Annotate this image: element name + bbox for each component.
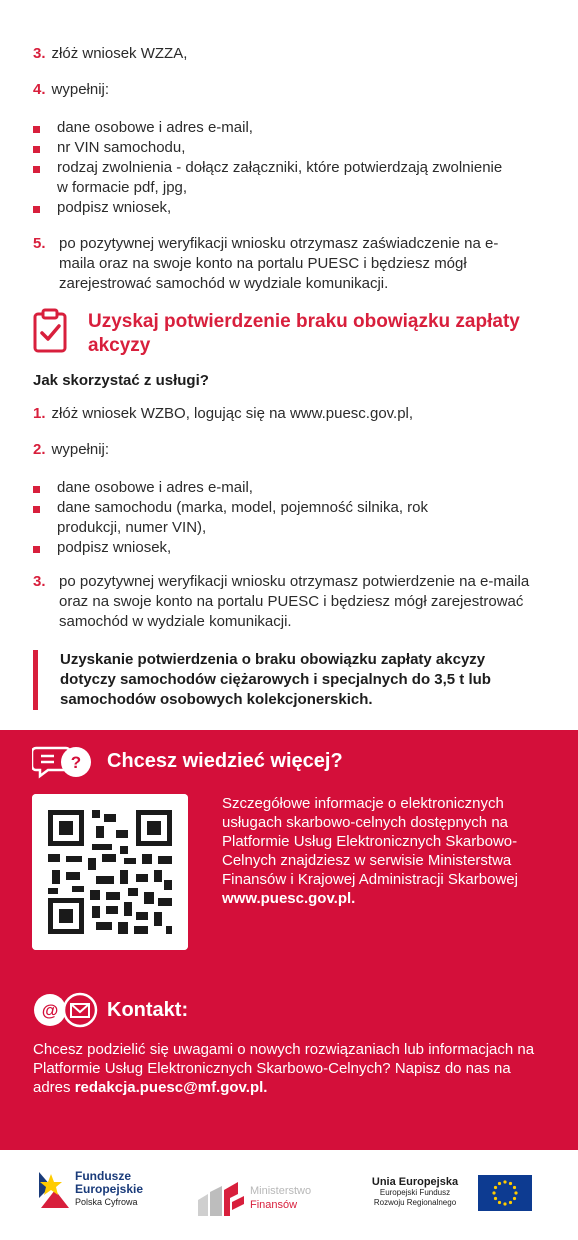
- list-item: dane samochodu (marka, model, pojemność silnika, rok produkcji, numer VIN),: [33, 498, 493, 538]
- step-number: 3.: [33, 45, 46, 62]
- more-info-text: Szczegółowe informacje o elektronicznych usługach skarbowo-celnych dostępnych na Platformie Usług Elektronicznych Skarbowo-Celnych znajdziesz w serwisie Ministerstwa Finansów i Krajowej Administracji Skarbowej: [222, 795, 518, 888]
- puesc-link[interactable]: www.puesc.gov.pl.: [222, 890, 356, 907]
- list-item: dane osobowe i adres e-mail,: [33, 478, 493, 498]
- step-1-wzbo: [33, 404, 413, 424]
- mf-line2: Finansów: [250, 1199, 298, 1211]
- contact-title: Kontakt:: [107, 999, 189, 1021]
- step-text: wypełnij:: [51, 441, 110, 458]
- step-text: po pozytywnej weryfikacji wniosku otrzymasz potwierdzenie na e-maila oraz na swoje konto na portalu PUESC i będziesz mógł zarejestrować samochód w wydziale komunikacji.: [59, 573, 530, 630]
- step-text: wypełnij:: [51, 81, 110, 98]
- step-text: złóż wniosek WZBO, logując się na www.puesc.gov.pl,: [51, 405, 414, 422]
- fundusze-europejskie-logo: [35, 1168, 185, 1218]
- mf-line1: Ministerstwo: [250, 1185, 312, 1197]
- step-3-wzza: [33, 44, 187, 64]
- more-info-text-block: [222, 794, 522, 908]
- step-number: 2.: [33, 441, 46, 458]
- ue-text: [360, 1176, 470, 1208]
- qr-code[interactable]: [32, 794, 188, 950]
- bullet-list-2: [33, 478, 493, 558]
- ue-line1: Unia Europejska: [371, 1176, 459, 1188]
- list-item: podpisz wniosek,: [33, 198, 513, 218]
- how-to-use-heading: Jak skorzystać z usługi?: [33, 372, 209, 389]
- ministerstwo-finansow-logo: [198, 1180, 348, 1224]
- step-2-fill: [33, 440, 109, 460]
- step-3-verify: [33, 572, 533, 632]
- red-info-panel: [0, 730, 578, 1150]
- more-info-title: Chcesz wiedzieć więcej?: [107, 750, 343, 772]
- ue-line3: Rozwoju Regionalnego: [373, 1198, 457, 1207]
- list-item: podpisz wniosek,: [33, 538, 493, 558]
- svg-text:@: @: [41, 1001, 59, 1020]
- step-number: 3.: [33, 573, 46, 590]
- list-item: dane osobowe i adres e-mail,: [33, 118, 513, 138]
- step-5-verify: [33, 234, 533, 294]
- fe-line1: Fundusze: [75, 1169, 131, 1183]
- clipboard-check-icon: [32, 308, 68, 354]
- footer-logos: [0, 1150, 578, 1240]
- mf-text: [250, 1184, 311, 1212]
- step-text: złóż wniosek WZZA,: [51, 45, 188, 62]
- chat-question-icon: [32, 744, 94, 780]
- eu-flag-icon: [478, 1175, 532, 1211]
- fe-line2: Europejskie: [75, 1182, 144, 1196]
- list-item: rodzaj zwolnienia - dołącz załączniki, które potwierdzają zwolnienie w formacie pdf, jpg,: [33, 158, 513, 198]
- mf-emblem-icon: [198, 1180, 248, 1216]
- info-note: Uzyskanie potwierdzenia o braku obowiązku zapłaty akcyzy dotyczy samochodów ciężarowych i specjalnych do 3,5 t lub samochodów osobowych kolekcjonerskich.: [33, 650, 533, 710]
- fe-text: [75, 1170, 143, 1209]
- step-text: po pozytywnej weryfikacji wniosku otrzymasz zaświadczenie na e-maila oraz na swoje konto na portalu PUESC i będziesz mógł zarejestrować samochód w wydziale komunikacji.: [59, 235, 499, 292]
- contact-email-link[interactable]: redakcja.puesc@mf.gov.pl.: [74, 1079, 268, 1096]
- fe-star-icon: [35, 1168, 71, 1212]
- section-title: Uzyskaj potwierdzenie braku obowiązku zapłaty akcyzy: [88, 311, 520, 356]
- step-number: 5.: [33, 235, 46, 252]
- list-item: nr VIN samochodu,: [33, 138, 513, 158]
- step-number: 1.: [33, 405, 46, 422]
- svg-text:?: ?: [70, 753, 82, 772]
- ue-line2: Europejski Fundusz: [379, 1188, 451, 1197]
- fe-line3: Polska Cyfrowa: [75, 1197, 138, 1207]
- contact-text: Chcesz podzielić się uwagami o nowych rozwiązaniach lub informacjach na Platformie Usług Elektronicznych Skarbowo-Celnych? Napisz do nas na adres: [33, 1041, 535, 1096]
- bullet-list-1: [33, 118, 513, 218]
- email-contact-icon: [32, 992, 100, 1028]
- contact-text-block: [33, 1040, 543, 1097]
- step-number: 4.: [33, 81, 46, 98]
- step-4-fill: [33, 80, 109, 100]
- unia-europejska-logo: [360, 1172, 550, 1222]
